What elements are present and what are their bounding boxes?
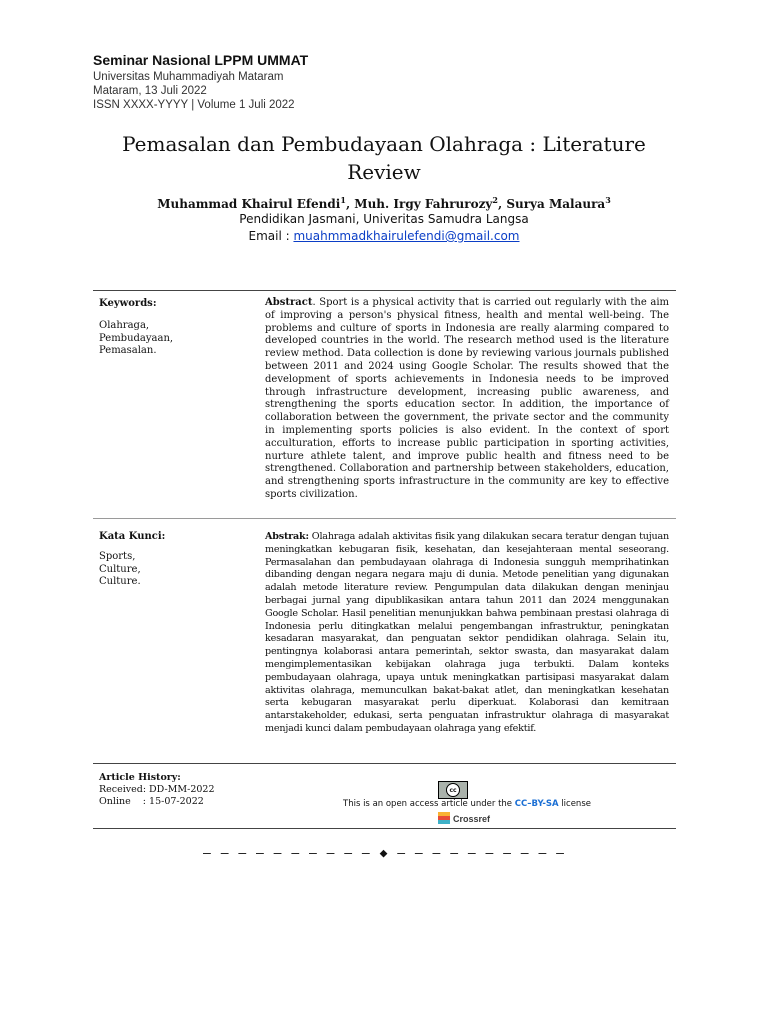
author-separator: ,: [345, 197, 355, 211]
keyword-item: Pemasalan.: [99, 345, 157, 356]
keyword-item: Olahraga,: [99, 320, 150, 331]
crossref-logo[interactable]: [438, 812, 490, 825]
section-divider: – – – – – – – – – – ◆ – – – – – – – – – –: [203, 846, 565, 861]
keywords-label: Keywords:: [99, 298, 157, 309]
cc-by-sa-badge-icon[interactable]: [438, 781, 468, 799]
abstrak-label: Abstrak:: [265, 531, 309, 542]
author-name: Surya Malaura: [506, 197, 606, 211]
author-list: [40, 195, 728, 211]
paper-title-line2: Review: [347, 160, 421, 184]
license-suffix: license: [558, 799, 591, 809]
crossref-icon: [438, 812, 450, 825]
abstrak-text: Olahraga adalah aktivitas fisik yang dilakukan secara teratur dengan tujuan meningkatkan kebugaran fisik, kesehatan, dan kesejahteraan mental seseorang. Permasalahan dan pembudayaan olahraga di Indonesia sungguh memprihatinkan dibanding dengan negara negara maju di dunia. Metode penelitian yang digunakan adalah metode literature review. Pengumpulan data dilakukan dengan meninjau berbagai jurnal yang dipublikasikan antara tahun 2011 dan 2024 menggunakan Google Scholar. Hasil penelitian menunjukkan bahwa pembinaan prestasi olahraga di Indonesia perlu ditingkatkan melalui pengembangan infrastruktur, peningkatan kesadaran masyarakat, dan penguatan sektor pendidikan olahraga. Selain itu, pentingnya kolaborasi antara pemerintah, sektor swasta, dan masyarakat dalam mengimplementasikan kebijakan olahraga juga terbukti. Dalam konteks pembudayaan olahraga, upaya untuk meningkatkan partisipasi masyarakat dalam aktivitas olahraga, memunculkan bakat-bakat atlet, dan meningkatkan kesehatan serta kebugaran masyarakat perlu diperkuat. Kolaborasi dan kemitraan antarstakeholder, edukasi, serta penguatan infrastruktur olahraga di masyarakat menjadi kunci dalam pembudayaan olahraga yang efektif.: [265, 531, 669, 734]
license-link[interactable]: CC–BY-SA: [514, 799, 559, 809]
section-rule: [93, 763, 676, 764]
keyword-item: Culture.: [99, 576, 141, 587]
author-affil-mark: 1: [340, 195, 346, 205]
issn-volume: ISSN XXXX-YYYY | Volume 1 Juli 2022: [93, 99, 295, 111]
abstract-label: Abstract: [265, 297, 313, 308]
place-date: Mataram, 13 Juli 2022: [93, 85, 207, 97]
section-rule: [93, 828, 676, 829]
author-separator: ,: [497, 197, 507, 211]
email-line: [40, 229, 728, 243]
paper-title-line1: Pemasalan dan Pembudayaan Olahraga : Literature: [122, 132, 646, 156]
crossref-label: Crossref: [453, 813, 491, 824]
university-name: Universitas Muhammadiyah Mataram: [93, 71, 284, 83]
license-line: [250, 799, 684, 809]
article-history: [99, 772, 215, 808]
received-date: Received: DD-MM-2022: [99, 784, 215, 795]
online-date: Online : 15-07-2022: [99, 796, 204, 807]
abstract-text: . Sport is a physical activity that is carried out regularly with the aim of improving a person's physical fitness, health and mental well-being. The problems and culture of sports in Indonesia are really alarming compared to developed countries in the world. The research method used is the literature review method. Data collection is done by reviewing various journals published between 2011 and 2024 using Google Scholar. The results showed that the development of sports achievements in Indonesia needs to be improved through infrastructure development, increasing public awareness, and strengthening the sports education sector. In addition, the importance of collaboration between the government, the private sector and the community in implementing sports policies is also evident. In the context of sport acculturation, efforts to increase public participation in sporting activities, nurture athlete talent, and improve public health and fitness need to be strengthened. Collaboration and partnership between stakeholders, education, and strengthening sports infrastructure in the community are key to effective sports civilization.: [265, 297, 669, 500]
kata-kunci-list: [99, 551, 141, 589]
journal-title: Seminar Nasional LPPM UMMAT: [93, 52, 309, 68]
keyword-item: Culture,: [99, 563, 141, 575]
cc-icon: cc: [446, 783, 460, 797]
abstract-english: [265, 297, 669, 502]
article-history-label: Article History:: [99, 772, 181, 783]
email-link[interactable]: muahmmadkhairulefendi@gmail.com: [293, 229, 520, 243]
kata-kunci-label: Kata Kunci:: [99, 531, 166, 542]
email-label: Email :: [248, 229, 294, 243]
keyword-item: Pembudayaan,: [99, 332, 174, 344]
license-prefix: This is an open access article under the: [343, 799, 515, 809]
author-affil-mark: 2: [492, 195, 498, 205]
abstract-indonesian: [265, 531, 669, 736]
section-rule: [93, 290, 676, 291]
journal-header: [93, 52, 308, 112]
section-rule: [93, 518, 676, 519]
keyword-item: Sports,: [99, 551, 136, 562]
author-affil-mark: 3: [605, 195, 611, 205]
author-name: Muhammad Khairul Efendi: [157, 197, 341, 211]
author-name: Muh. Irgy Fahrurozy: [354, 197, 493, 211]
paper-title: [70, 130, 698, 186]
affiliation: Pendidikan Jasmani, Univeritas Samudra Langsa: [239, 212, 529, 226]
keywords-list: [99, 320, 173, 358]
